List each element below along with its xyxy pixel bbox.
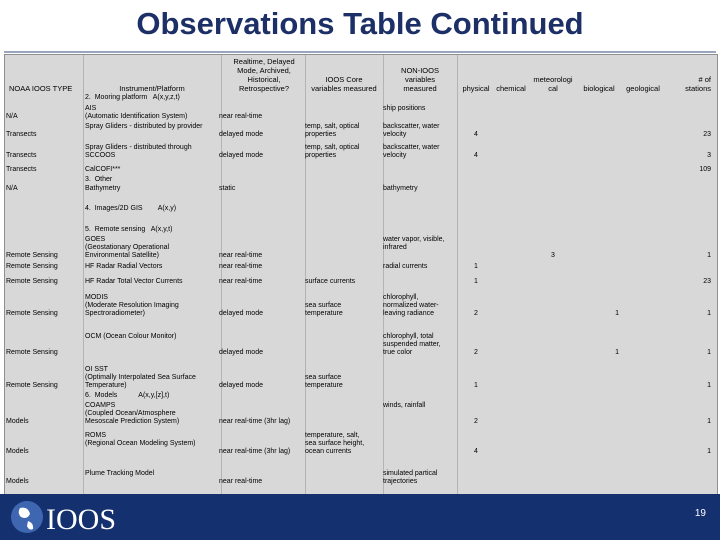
cell-stations: 23	[703, 278, 711, 285]
header-physical: physical	[462, 84, 490, 93]
cell-physical: 2	[474, 310, 478, 317]
cell-platform: 6. Models A(x,y,[z],t)	[85, 392, 170, 399]
observations-table	[4, 54, 718, 496]
cell-physical: 2	[474, 418, 478, 425]
cell-stations: 109	[699, 166, 711, 173]
column-divider	[383, 55, 384, 495]
header-non-ioos: NON-IOOS variables measured	[401, 66, 439, 93]
cell-mode: delayed mode	[219, 152, 263, 159]
cell-platform: Spray Gliders - distributed by provider	[85, 123, 203, 130]
header-noaa-ioos-type: NOAA IOOS TYPE	[9, 84, 73, 93]
header-instrument-platform: Instrument/Platform	[119, 84, 185, 93]
cell-noncore: winds, rainfall	[383, 402, 426, 409]
cell-noncore: simulated partical trajectories	[383, 470, 438, 485]
cell-type: Remote Sensing	[6, 252, 58, 259]
cell-platform: CalCOFI***	[85, 166, 121, 173]
cell-noncore: backscatter, water velocity	[383, 144, 440, 159]
cell-platform: Bathymetry	[85, 185, 121, 192]
cell-type: N/A	[6, 185, 18, 192]
cell-mode: delayed mode	[219, 382, 263, 389]
cell-platform: HF Radar Total Vector Currents	[85, 278, 183, 285]
cell-stations: 1	[707, 418, 711, 425]
cell-type: Models	[6, 448, 29, 455]
cell-core: surface currents	[305, 278, 356, 285]
ioos-logo	[6, 496, 126, 538]
page-title: Observations Table Continued	[136, 6, 584, 41]
cell-platform: 4. Images/2D GIS A(x,y)	[85, 205, 177, 212]
cell-biological: 1	[615, 310, 619, 317]
cell-physical: 4	[474, 131, 478, 138]
cell-noncore: bathymetry	[383, 185, 418, 192]
cell-mode: near real-time	[219, 278, 263, 285]
cell-platform: MODIS (Moderate Resolution Imaging Spectroradiometer)	[85, 294, 179, 317]
cell-noncore: radial currents	[383, 263, 428, 270]
cell-stations: 3	[707, 152, 711, 159]
header-biological: biological	[583, 84, 615, 93]
cell-type: Transects	[6, 166, 37, 173]
cell-core: temperature, salt, sea surface height, ocean currents	[305, 432, 365, 455]
cell-physical: 1	[474, 263, 478, 270]
cell-type: Remote Sensing	[6, 278, 58, 285]
header-meteorological: meteorologi cal	[533, 75, 573, 93]
cell-platform: OCM (Ocean Colour Monitor)	[85, 333, 177, 340]
cell-physical: 1	[474, 382, 478, 389]
cell-core: sea surface temperature	[305, 374, 343, 389]
cell-type: Models	[6, 418, 29, 425]
cell-core: temp, salt, optical properties	[305, 144, 360, 159]
cell-platform: 2. Mooring platform A(x,y,z,t)	[85, 94, 180, 101]
cell-stations: 1	[707, 448, 711, 455]
header-chemical: chemical	[496, 84, 526, 93]
cell-noncore: chlorophyll, total suspended matter, true color	[383, 333, 441, 356]
cell-platform: AIS (Automatic Identification System)	[85, 105, 188, 120]
cell-stations: 1	[707, 382, 711, 389]
cell-core: sea surface temperature	[305, 302, 343, 317]
cell-type: Remote Sensing	[6, 382, 58, 389]
column-divider	[221, 55, 222, 495]
cell-mode: near real-time	[219, 252, 263, 259]
cell-physical: 4	[474, 152, 478, 159]
cell-platform: Plume Tracking Model	[85, 470, 155, 477]
cell-meteorological: 3	[551, 252, 555, 259]
cell-mode: near real-time	[219, 478, 263, 485]
cell-type: Remote Sensing	[6, 349, 58, 356]
cell-noncore: ship positions	[383, 105, 426, 112]
cell-mode: near real-time	[219, 263, 263, 270]
cell-noncore: backscatter, water velocity	[383, 123, 440, 138]
cell-type: Transects	[6, 131, 37, 138]
header-mode: Realtime, Delayed Mode, Archived, Historical, Retrospective?	[233, 57, 295, 93]
column-divider	[83, 55, 84, 495]
cell-mode: near real-time (3hr lag)	[219, 418, 291, 425]
header-ioos-core: IOOS Core variables measured	[311, 75, 377, 93]
header-geological: geological	[626, 84, 660, 93]
cell-platform: ROMS (Regional Ocean Modeling System)	[85, 432, 196, 447]
logo-text: IOOS	[46, 503, 117, 536]
cell-platform: HF Radar Radial Vectors	[85, 263, 163, 270]
cell-core: temp, salt, optical properties	[305, 123, 360, 138]
page-number: 19	[694, 508, 706, 519]
cell-platform: 5. Remote sensing A(x,y,t)	[85, 226, 173, 233]
footer-bar	[0, 494, 720, 540]
cell-mode: delayed mode	[219, 131, 263, 138]
cell-type: Transects	[6, 152, 37, 159]
cell-platform: Spray Gliders - distributed through SCCOOS	[85, 144, 192, 159]
title-divider	[4, 51, 716, 53]
cell-type: N/A	[6, 113, 18, 120]
cell-physical: 2	[474, 349, 478, 356]
cell-type: Models	[6, 478, 29, 485]
cell-platform: OI SST (Optimally Interpolated Sea Surface Temperature)	[85, 366, 196, 389]
cell-mode: near real-time (3hr lag)	[219, 448, 291, 455]
cell-platform: GOES (Geostationary Operational Environmental Satellite)	[85, 236, 170, 259]
cell-noncore: water vapor, visible, infrared	[383, 236, 445, 251]
cell-type: Remote Sensing	[6, 310, 58, 317]
cell-type: Remote Sensing	[6, 263, 58, 270]
cell-mode: delayed mode	[219, 310, 263, 317]
cell-stations: 1	[707, 349, 711, 356]
cell-stations: 1	[707, 252, 711, 259]
cell-physical: 1	[474, 278, 478, 285]
cell-platform: COAMPS (Coupled Ocean/Atmosphere Mesoscale Prediction System)	[85, 402, 180, 425]
cell-noncore: chlorophyll, normalized water- leaving radiance	[383, 294, 439, 317]
cell-mode: near real-time	[219, 113, 263, 120]
cell-stations: 23	[703, 131, 711, 138]
header-stations: # of stations	[685, 75, 711, 93]
column-divider	[457, 55, 458, 495]
cell-biological: 1	[615, 349, 619, 356]
cell-physical: 4	[474, 448, 478, 455]
cell-platform: 3. Other	[85, 176, 113, 183]
cell-mode: delayed mode	[219, 349, 263, 356]
cell-stations: 1	[707, 310, 711, 317]
column-divider	[305, 55, 306, 495]
cell-mode: static	[219, 185, 236, 192]
